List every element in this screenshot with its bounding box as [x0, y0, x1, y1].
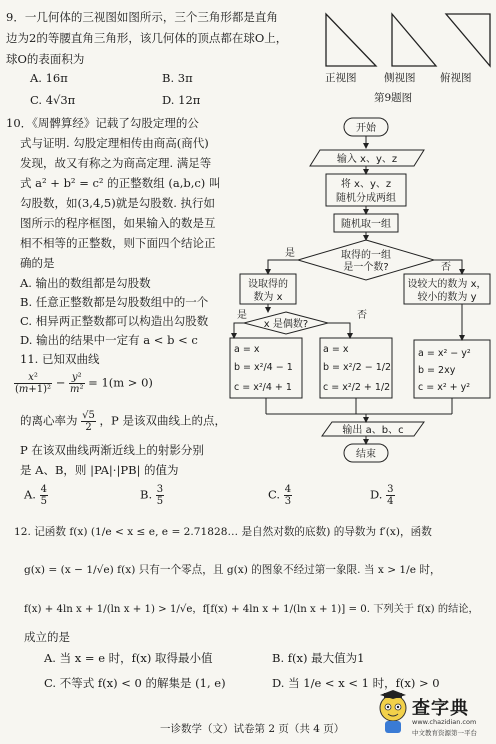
top-view-triangle	[446, 14, 490, 66]
q10-option-d: D. 输出的结果中一定有 a < b < c	[20, 333, 198, 347]
q10-option-a: A. 输出的数组都是勾股数	[20, 276, 151, 290]
q10-line1: 10．《周髀算经》记载了勾股定理的公	[6, 116, 199, 130]
q10-line7: 相不相等的正整数，则下面四个结论正	[20, 236, 216, 250]
q10-line6: 图所示的程序框图，如果输入的数是互	[20, 216, 216, 230]
q9-option-c: C. 4√3π	[30, 93, 76, 107]
q9-line2: 边为2的等腰直角三角形，该几何体的顶点都在球O上，	[6, 31, 288, 45]
flow-even-label: x 是偶数?	[263, 319, 309, 330]
flow-yes-label-1: 是	[285, 248, 295, 259]
q10-line8: 确的是	[20, 256, 55, 270]
flow-set-xy-label-1: 设较大的数为 x，	[407, 279, 487, 290]
q9-option-b: B. 3π	[162, 71, 193, 85]
flow-branch-even-b: b = x²/4 − 1	[234, 362, 293, 373]
q11-line5: 是 A、B，则 |PA|·|PB| 的值为	[20, 463, 179, 477]
q11-line1: 11. 已知双曲线	[20, 352, 100, 366]
chazidian-logo	[376, 688, 488, 740]
flow-start-label: 开始	[356, 123, 376, 134]
q11-line3	[20, 410, 226, 433]
logo-brand: 查字典	[412, 698, 469, 719]
q11-option-d: D. $\frac{3}{4}$	[370, 484, 394, 507]
q11-ecc-text: 的离心率为	[20, 413, 78, 428]
front-view-triangle	[326, 14, 376, 66]
flow-branch-even-a: a = x	[234, 344, 260, 355]
q12-line3: f(x) + 4ln x + 1/(ln x + 1) > 1/√e，f[f(x) + 4ln x + 1/(ln x + 1)] = 0. 下列关于 f(x) 的结论，	[24, 604, 479, 615]
logo-slogan: 中文教育资源第一平台	[412, 729, 477, 737]
flow-no-label-2: 否	[357, 310, 367, 321]
q11-ecc-tail: ，P 是该双曲线上的点，	[99, 413, 226, 428]
flow-cond-label-2: 是一个数?	[343, 262, 389, 273]
q12-option-d: D. 当 1/e < x < 1 时，f(x) > 0	[272, 676, 440, 690]
flow-split-label-1: 将 x、y、z	[340, 179, 392, 190]
q11-option-c: C. $\frac{4}{3}$	[268, 484, 292, 507]
flow-output-label: 输出 a、b、c	[342, 425, 404, 436]
q9-option-d: D. 12π	[162, 93, 201, 107]
flow-branch-odd-a: a = x	[323, 344, 349, 355]
flow-yes-label-2: 是	[237, 310, 247, 321]
q12-option-a: A. 当 x = e 时，f(x) 取得最小值	[44, 651, 213, 665]
side-view-triangle	[392, 14, 436, 66]
q12-option-c: C. 不等式 f(x) < 0 的解集是 (1, e)	[44, 676, 226, 690]
front-view-label: 正视图	[325, 72, 357, 84]
q10-line5: 勾股数，如(3,4,5)就是勾股数. 执行如	[20, 196, 216, 210]
q11-line4: P 在该双曲线两渐近线上的射影分别	[20, 443, 204, 457]
flow-input-label: 输入 x、y、z	[336, 154, 398, 165]
q10-option-b: B. 任意正整数都是勾股数组中的一个	[20, 295, 209, 309]
flow-branch-odd-c: c = x²/2 + 1/2	[323, 382, 391, 393]
flow-pick-label: 随机取一组	[341, 219, 391, 230]
flow-no-label-1: 否	[441, 262, 451, 273]
page-footer: 一诊数学（文）试卷第 2 页（共 4 页）	[160, 723, 345, 735]
top-view-label: 俯视图	[440, 72, 472, 84]
q9-line1: 9．一几何体的三视图如图所示，三个三角形都是直角	[6, 10, 278, 24]
q12-line4: 成立的是	[24, 630, 70, 644]
flow-branch-even-c: c = x²/4 + 1	[234, 382, 292, 393]
q11-ecc-frac: $\frac{√5}{2}$	[82, 410, 95, 433]
flow-set-xy-label-2: 较小的数为 y	[417, 292, 477, 303]
q12-line1: 12. 记函数 f(x) (1/e < x ≤ e, e = 2.71828… 是自然对数的底数) 的导数为 f′(x)，函数	[14, 526, 432, 538]
q9-line3: 球O的表面积为	[6, 52, 85, 66]
q12-option-b: B. f(x) 最大值为1	[272, 651, 365, 665]
q12-line2: g(x) = (x − 1/√e) f(x) 只有一个零点，且 g(x) 的图象不经过第一象限. 当 x > 1/e 时，	[24, 564, 441, 576]
q11-eq-tail: = 1(m > 0)	[88, 375, 153, 390]
q10-line2: 式与证明. 勾股定理相传由商高(商代)	[20, 136, 209, 150]
q11-option-a: A. $\frac{4}{5}$	[24, 484, 47, 507]
flow-end-label: 结束	[356, 449, 376, 460]
q11-equation: $\frac{\text{x²}}{\text{(m+1)²}}$ − $\frac{\text{y²}}{\text{m²}}$ = 1(m > 0)	[15, 372, 153, 395]
q11-frac-x: $\frac{\text{x²}}{\text{(m+1)²}}$	[15, 372, 52, 395]
flow-branch-pair-b: b = 2xy	[418, 365, 456, 376]
q9-option-a: A. 16π	[30, 71, 68, 85]
flow-cond-label-1: 取得的一组	[341, 250, 391, 261]
flow-set-x-label-2: 数为 x	[253, 292, 283, 303]
q10-line4: 式 a² + b² = c² 的正整数组 (a,b,c) 叫	[20, 176, 221, 190]
q11-frac-y: $\frac{\text{y²}}{\text{m²}}$	[70, 372, 84, 395]
side-view-label: 侧视图	[384, 72, 416, 84]
flow-branch-pair-c: c = x² + y²	[418, 382, 471, 393]
logo-url: www.chazidian.com	[412, 718, 477, 726]
q10-option-c: C. 相异两正整数都可以构造出勾股数	[20, 314, 209, 328]
mascot-icon	[376, 690, 410, 736]
flow-set-x-label-1: 设取得的	[248, 279, 288, 290]
flow-branch-odd-b: b = x²/2 − 1/2	[323, 362, 391, 373]
flow-branch-pair-a: a = x² − y²	[418, 348, 471, 359]
q10-line3: 发现，故又有称之为商高定理. 满足等	[20, 156, 212, 170]
figure9-caption: 第9题图	[374, 92, 413, 104]
q11-option-b: B. $\frac{3}{5}$	[140, 484, 164, 507]
flow-split-label-2: 随机分成两组	[336, 193, 396, 204]
program-flowchart	[228, 112, 494, 474]
